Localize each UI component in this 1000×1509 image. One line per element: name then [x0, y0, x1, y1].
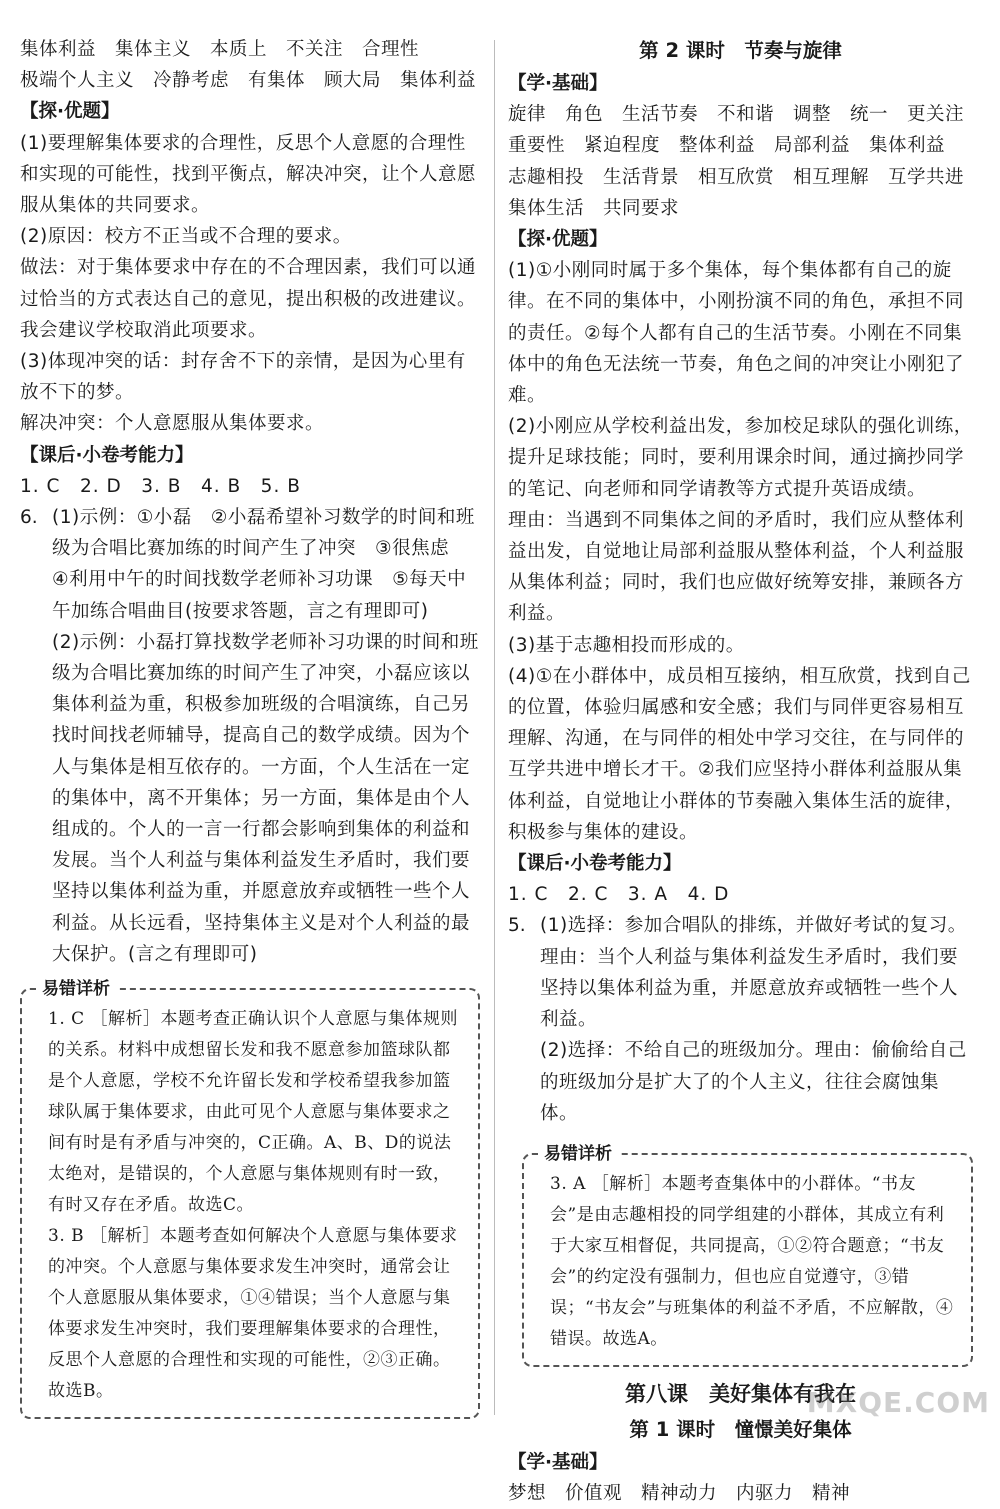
answer-paragraph: 解决冲突：个人意愿服从集体要求。 [20, 413, 325, 435]
section-heading: 【学·基础】 [508, 1451, 608, 1473]
section-heading: 【学·基础】 [508, 73, 608, 94]
error-analysis-box [522, 1143, 973, 1367]
terms-line: 志趣相投 生活背景 相互欣赏 相互理解 互学共进 [508, 166, 965, 188]
left-column [20, 34, 480, 1419]
question-5 [508, 910, 973, 1128]
answer-paragraph: (3)体现冲突的话：封存舍不下的亲情，是因为心里有放不下的梦。 [20, 351, 466, 404]
terms-line: 集体生活 共同要求 [508, 197, 680, 219]
box-title: 易错详析 [538, 1142, 618, 1166]
watermark-logo [806, 1349, 990, 1419]
right-column [508, 34, 973, 1509]
terms-line: 极端个人主义 冷静考虑 有集体 顾大局 集体利益 [20, 70, 477, 92]
lesson-title: 第 2 课时 节奏与旋律 [639, 39, 842, 62]
answer-paragraph: (2)小刚应从学校利益出发，参加校足球队的强化训练，提升足球技能；同时，要利用课余时间，通过摘抄同学的笔记、向老师和同学请教等方式提升英语成绩。 [508, 416, 973, 500]
choice-answers: 1. C 2. C 3. A 4. D [508, 884, 730, 906]
section-heading: 【课后·小卷考能力】 [20, 444, 194, 466]
section-heading: 【探·优题】 [508, 229, 608, 251]
question-6 [20, 502, 480, 970]
error-analysis-box [20, 979, 480, 1419]
column-divider [494, 40, 495, 1415]
question-number: 5. [508, 915, 526, 937]
answer-paragraph: (1)要理解集体要求的合理性，反思个人意愿的合理性和实现的可能性，找到平衡点，解决冲突，让个人意愿服从集体的共同要求。 [20, 132, 477, 217]
watermark-text: MXQE.COM [806, 1386, 990, 1419]
terms-line: 重要性 紧迫程度 整体利益 局部利益 集体利益 [508, 135, 946, 157]
answer-paragraph: (2)示例：小磊打算找数学老师补习功课的时间和班级为合唱比赛加练的时间产生了冲突，小磊应该以集体利益为重，积极参加班级的合唱演练，自己另找时间找老师辅导，提高自己的数学成绩。因为个人与集体是相互依存的。一方面，个人生活在一定的集体中，离不开集体；另一方面，集体是由个人组成的。个人的一言一行都会影响到集体的利益和发展。当个人利益与集体利益发生矛盾时，我们要坚持以集体利益为重，并愿意放弃或牺牲一些个人利益。从长远看，坚持集体主义是对个人利益的最大保护。(言之有理即可) [52, 631, 479, 965]
answer-paragraph: 理由：当遇到不同集体之间的矛盾时，我们应从整体利益出发，自觉地让局部利益服从整体利益，个人利益服从集体利益；同时，我们也应做好统筹安排，兼顾各方利益。 [508, 509, 965, 625]
analysis-paragraph: 1. C ［解析］本题考查正确认识个人意愿与集体规则的关系。材料中成想留长发和我不愿意参加篮球队都是个人意愿，学校不允许留长发和学校希望我参加篮球队属于集体要求，由此可见个人意愿与集体要求之间有时是有矛盾与冲突的，C正确。A、B、D的说法太绝对，是错误的，个人意愿与集体规则有时一致，有时又存在矛盾。故选C。 [48, 1009, 459, 1216]
question-number: 6. [20, 507, 38, 529]
answer-paragraph: (1)选择：参加合唱队的排练，并做好考试的复习。理由：当个人利益与集体利益发生矛盾时，我们要坚持以集体利益为重，并愿意放弃或牺牲一些个人利益。 [540, 915, 967, 1031]
answer-paragraph: (2)选择：不给自己的班级加分。理由：偷偷给自己的班级加分是扩大了的个人主义，往往会腐蚀集体。 [540, 1040, 967, 1124]
analysis-paragraph: 3. A ［解析］本题考查集体中的小群体。“书友会”是由志趣相投的同学组建的小群体，其成立有利于大家互相督促，共同提高，①②符合题意；“书友会”的约定没有强制力，但也应自觉遵守，③错误；“书友会”与班集体的利益不矛盾，不应解散，④错误。故选A。 [550, 1173, 954, 1349]
lesson-title: 第 1 课时 憧憬美好集体 [629, 1417, 852, 1441]
analysis-paragraph: 3. B ［解析］本题考查如何解决个人意愿与集体要求的冲突。个人意愿与集体要求发生冲突时，通常会让个人意愿服从集体要求，①④错误；当个人意愿与集体要求发生冲突时，我们要理解集体要求的合理性，反思个人意愿的合理性和实现的可能性，②③正确。故选B。 [48, 1226, 458, 1402]
section-heading: 【课后·小卷考能力】 [508, 853, 682, 875]
answer-paragraph: (4)①在小群体中，成员相互接纳，相互欣赏，找到自己的位置，体验归属感和安全感；我们与同伴更容易相互理解、沟通，在与同伴的相处中学习交往，在与同伴的互学共进中增长才干。②我们应坚持小群体利益服从集体利益，自觉地让小群体的节奏融入集体生活的旋律，积极参与集体的建设。 [508, 665, 971, 843]
terms-line: 集体利益 集体主义 本质上 不关注 合理性 [20, 39, 420, 60]
terms-line: 旋律 角色 生活节奏 不和谐 调整 统一 更关注 [508, 104, 965, 126]
answer-paragraph: 做法：对于集体要求中存在的不合理因素，我们可以通过恰当的方式表达自己的意见，提出积极的改进建议。我会建议学校取消此项要求。 [20, 257, 477, 341]
answer-paragraph: (1)示例：①小磊 ②小磊希望补习数学的时间和班级为合唱比赛加练的时间产生了冲突 ③很焦虑 ④利用中午的时间找数学老师补习功课 ⑤每天中午加练合唱曲目(按要求答题，言之有理即可) [52, 507, 475, 622]
answer-paragraph: (2)原因：校方不正当或不合理的要求。 [20, 226, 352, 248]
answer-paragraph: (3)基于志趣相投而形成的。 [508, 634, 745, 656]
section-heading: 【探·优题】 [20, 101, 120, 123]
choice-answers: 1. C 2. D 3. B 4. B 5. B [20, 475, 301, 497]
answer-paragraph: (1)①小刚同时属于多个集体，每个集体都有自己的旋律。在不同的集体中，小刚扮演不同的角色，承担不同的责任。②每个人都有自己的生活节奏。小刚在不同集体中的角色无法统一节奏，角色之间的冲突让小刚犯了难。 [508, 260, 965, 407]
box-title: 易错详析 [36, 977, 116, 1001]
terms-line: 梦想 价值观 精神动力 内驱力 精神 [508, 1483, 851, 1505]
unit-title: 第八课 美好集体有我在 [625, 1381, 856, 1406]
